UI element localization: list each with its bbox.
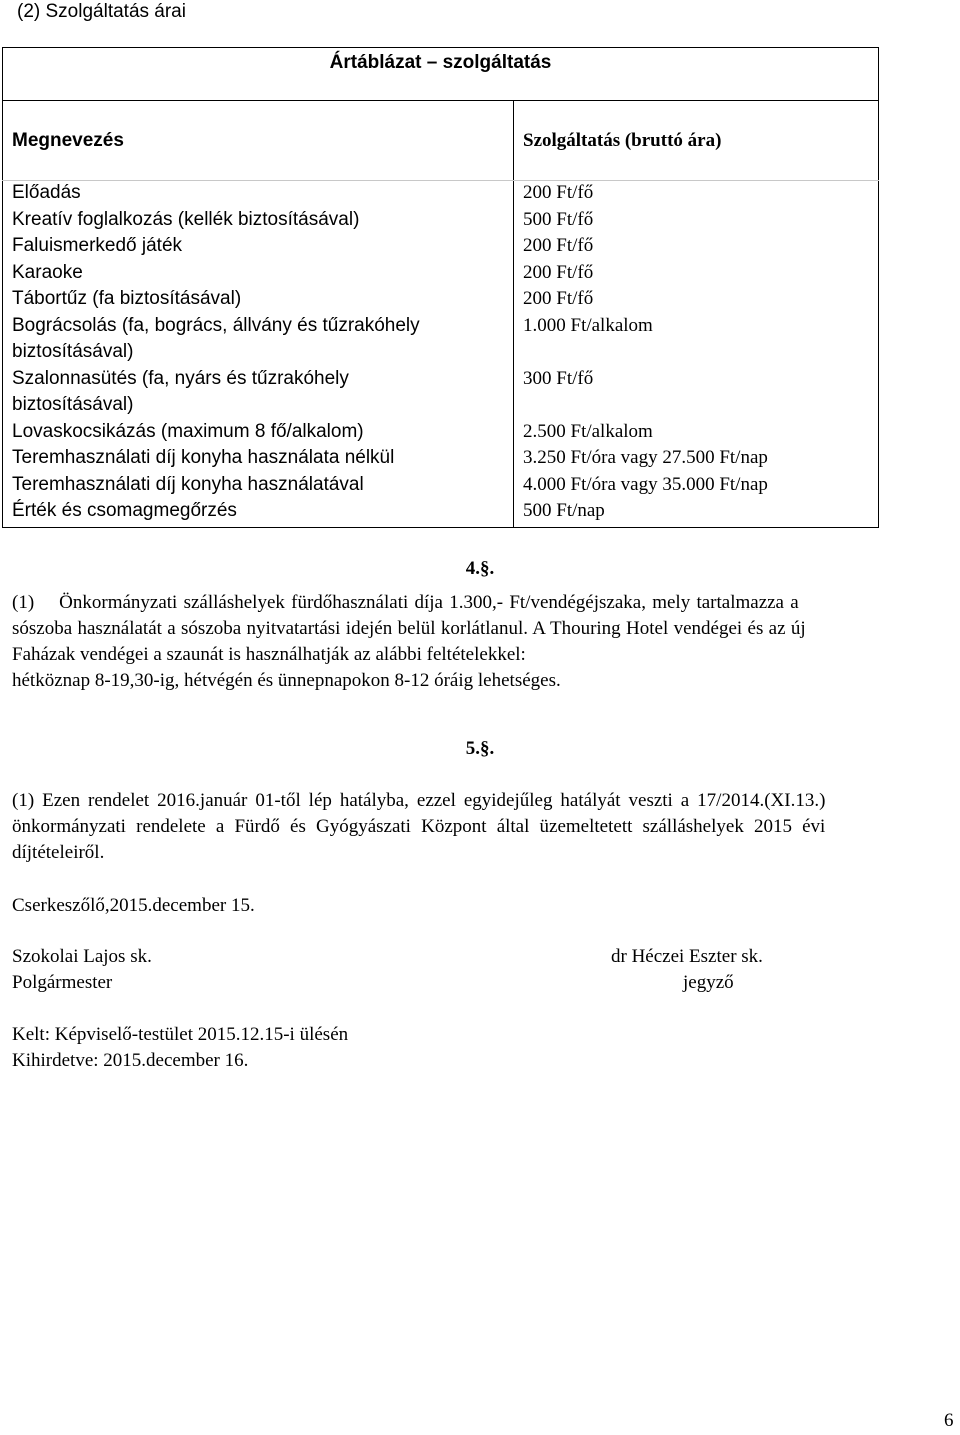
table-border-bottom [2, 527, 879, 528]
table-title: Ártáblázat – szolgáltatás [329, 52, 552, 73]
section5-line: (1) Ezen rendelet 2016.január 01-től lép hatályba, ezzel egyidejűleg hatályát veszti a 17/2014.(XI.13.) [12, 790, 826, 811]
signature-right-name: dr Héczei Eszter sk. [611, 946, 763, 967]
service-name-line: Teremhasználati díj konyha használatával [12, 473, 364, 495]
service-price-line [523, 339, 768, 366]
service-name-line: Teremhasználati díj konyha használata nélkül [12, 447, 395, 468]
section5-paragraph [12, 788, 960, 866]
place-date: Cserkeszőlő,2015.december 15. [12, 895, 255, 916]
table-header-price: Szolgáltatás (bruttó ára) [523, 130, 722, 151]
table-border-left [2, 47, 3, 528]
service-price-line [523, 392, 768, 419]
signature-left-name: Szokolai Lajos sk. [12, 946, 152, 967]
service-name-line: Kreatív foglalkozás (kellék biztosításával) [12, 208, 360, 230]
table-header-name: Megnevezés [12, 130, 124, 151]
table-name-column [12, 180, 420, 525]
service-name-line: Szalonnasütés (fa, nyárs és tűzrakóhely [12, 367, 349, 389]
section5-heading: 5.§. [465, 738, 495, 759]
service-price-line: 300 Ft/fő [523, 367, 594, 389]
service-price-line: 200 Ft/fő [523, 288, 594, 309]
table-column-divider [513, 100, 514, 528]
table-price-column [523, 180, 768, 525]
service-price-line: 500 Ft/fő [523, 208, 594, 230]
service-price-line: 200 Ft/fő [523, 261, 594, 283]
section4-line: Faházak vendégei a szaunát is használhatják az alábbi feltételekkel: [12, 644, 526, 665]
service-name-line: Faluismerkedő játék [12, 235, 183, 256]
kelt-line: Kelt: Képviselő-testület 2015.12.15-i ülésén [12, 1024, 349, 1045]
service-name-line: biztosításával) [12, 341, 134, 362]
section5-line: díjtételeiről. [12, 842, 105, 863]
service-price-line: 4.000 Ft/óra vagy 35.000 Ft/nap [523, 473, 768, 495]
table-title-divider [2, 100, 879, 101]
section4-line: sószoba használatát a sószoba nyitvatartási idején belül korlátlanul. A Thouring Hotel vendégei és az új [12, 618, 806, 639]
service-name-line: Érték és csomagmegőrzés [12, 500, 237, 521]
service-price-line: 1.000 Ft/alkalom [523, 314, 653, 336]
service-price-line: 2.500 Ft/alkalom [523, 420, 653, 442]
section4-paragraph [12, 590, 960, 694]
section-heading: (2) Szolgáltatás árai [17, 1, 186, 22]
service-price-line: 500 Ft/nap [523, 500, 605, 521]
service-name-line: biztosításával) [12, 394, 134, 415]
section5-line: önkormányzati rendelete a Fürdő és Gyógyászati Központ által üzemeltetett szálláshelyek 2015 évi [12, 816, 826, 837]
service-price-line: 3.250 Ft/óra vagy 27.500 Ft/nap [523, 447, 768, 468]
kihirdetve-line: Kihirdetve: 2015.december 16. [12, 1050, 249, 1071]
section4-line: (1) Önkormányzati szálláshelyek fürdőhasználati díja 1.300,- Ft/vendégéjszaka, mely tartalmazza a [12, 592, 799, 613]
service-name-line: Előadás [12, 182, 81, 203]
service-name-line: Tábortűz (fa biztosításával) [12, 288, 242, 309]
service-name-line: Bográcsolás (fa, bogrács, állvány és tűzrakóhely [12, 314, 420, 336]
table-border-top [2, 47, 879, 48]
service-name-line: Karaoke [12, 261, 83, 283]
price-table [2, 47, 879, 528]
signature-right-title: jegyző [683, 972, 734, 993]
table-border-right [878, 47, 879, 528]
page-number: 6 [944, 1410, 954, 1431]
service-name-line: Lovaskocsikázás (maximum 8 fő/alkalom) [12, 420, 364, 442]
service-price-line: 200 Ft/fő [523, 182, 594, 203]
signature-left-title: Polgármester [12, 972, 113, 993]
section4-line: hétköznap 8-19,30-ig, hétvégén és ünnepnapokon 8-12 óráig lehetséges. [12, 670, 561, 691]
service-price-line: 200 Ft/fő [523, 235, 594, 256]
section4-heading: 4.§. [465, 558, 495, 579]
